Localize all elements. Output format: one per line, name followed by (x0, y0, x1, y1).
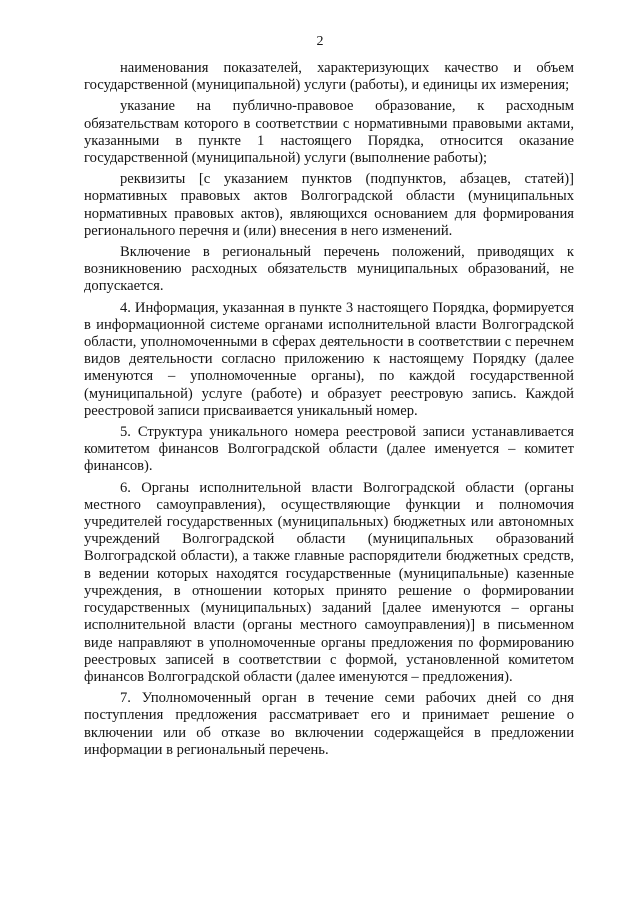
paragraph-requisites: реквизиты [с указанием пунктов (подпунктов, абзацев, статей)] нормативных правовых актов Волгоградской области (муниципальных нормативных правовых актов), являющихся основанием для формирования регионального перечня и (или) внесения в него изменений. (84, 171, 574, 239)
paragraph-public-entity: указание на публично-правовое образование, к расходным обязательствам которого в соответствии с нормативными правовыми актами, указанными в пункте 1 настоящего Порядка, относится оказание государственной (муниципальной) услуги (выполнение работы); (84, 98, 574, 167)
paragraph-indicator-names: наименования показателей, характеризующих качество и объем государственной (муниципальной) услуги (работы), и единицы их измерения; (84, 60, 574, 94)
page-number: 2 (316, 34, 324, 49)
paragraph-clause-7: 7. Уполномоченный орган в течение семи рабочих дней со дня поступления предложения рассматривает его и принимает решение о включении или об отказе во включении содержащейся в предложении информации в региональный перечень. (84, 690, 574, 758)
paragraph-inclusion-restriction: Включение в региональный перечень положений, приводящих к возникновению расходных обязательств муниципальных образований, не допускается. (84, 244, 574, 295)
paragraph-clause-5: 5. Структура уникального номера реестровой записи устанавливается комитетом финансов Волгоградской области (далее именуется – комитет финансов). (84, 424, 574, 475)
document-body (84, 60, 574, 763)
paragraph-clause-4: 4. Информация, указанная в пункте 3 настоящего Порядка, формируется в информационной системе органами исполнительной власти Волгоградской области, уполномоченными в сферах деятельности в соответствии с перечнем видов деятельности согласно приложению к настоящему Порядку (далее именуются – уполномоченные органы), по каждой государственной (муниципальной) услуге (работе) и образует реестровую запись. Каждой реестровой записи присваивается уникальный номер. (84, 299, 574, 419)
paragraph-clause-6: 6. Органы исполнительной власти Волгоградской области (органы местного самоуправления), осуществляющие функции и полномочия учредителей государственных (муниципальных) бюджетных или автономных учреждений Волгоградской области (муниципальных образований Волгоградской области), а также главные распорядители бюджетных средств, в ведении которых находятся государственные (муниципальные) казенные учреждения, в отношении которых принято решение о формировании государственных (муниципальных) заданий [далее именуются – органы исполнительной власти (органы местного самоуправления)] в письменном виде направляют в уполномоченные органы предложения по формированию реестровых записей в соответствии с формой, установленной комитетом финансов Волгоградской области (далее именуются – предложения). (84, 479, 574, 685)
